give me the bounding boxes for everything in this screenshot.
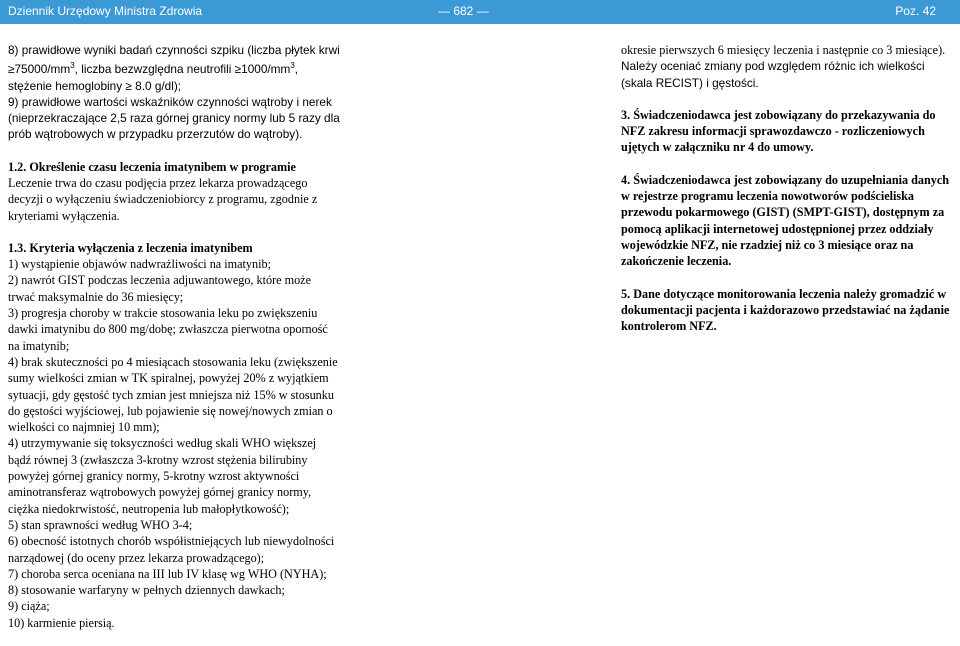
exclusion-criterion: 4) brak skuteczności po 4 miesiącach stosowania leku (zwiększenie sumy wielkości zmian w TK spiralnej, powyżej 20% z wyjątkiem sytuacji, gdy gęstość tych zmian jest mniejsza niż 15% w stosunku do gęstości wyjściowej, lub pojawienie się nowej/nowych zmian o wielkości co najmniej 10 mm); xyxy=(8,354,338,435)
exclusion-criterion: 8) stosowanie warfaryny w pełnych dziennych dawkach; xyxy=(8,583,285,598)
exclusion-criterion: 5) stan sprawności według WHO 3-4; xyxy=(8,517,193,532)
section-1-3-heading: 1.3. Kryteria wyłączenia z leczenia imatynibem xyxy=(8,240,253,255)
exclusion-criterion: 6) obecność istotnych chorób współistniejących lub niewydolności narządowej (do oceny przez lekarza prowadzącego); xyxy=(8,534,335,565)
right-column xyxy=(621,42,958,334)
point-3: 3. Świadczeniodawca jest zobowiązany do przekazywania do NFZ zakresu informacji sprawozdawczo - rozliczeniowych ujętych w załączniku nr 4 do umowy. xyxy=(621,107,936,155)
page-header xyxy=(0,0,960,24)
point-5: 5. Dane dotyczące monitorowania leczenia należy gromadzić w dokumentacji pacjenta i każdorazowo przedstawiać na żądanie kontrolerom NFZ. xyxy=(621,286,950,334)
exclusion-criterion: 7) choroba serca oceniana na III lub IV klasę wg WHO (NYHA); xyxy=(8,566,327,581)
exclusion-criterion: 3) progresja choroby w trakcie stosowania leku po zwiększeniu dawki imatynibu do 800 mg/dobę; zwłaszcza pierwotna oporność na imatynib; xyxy=(8,306,328,353)
exclusion-criterion: 2) nawrót GIST podczas leczenia adjuwantowego, które może trwać maksymalnie do 36 miesięcy; xyxy=(8,273,311,304)
exclusion-criterion: 10) karmienie piersią. xyxy=(8,615,115,630)
recist-note: Należy oceniać zmiany pod względem różnic ich wielkości (skala RECIST) i gęstości. xyxy=(621,59,925,90)
left-column xyxy=(8,42,340,631)
criterion-item-9: 9) prawidłowe wartości wskaźników czynności wątroby i nerek (nieprzekraczające 2,5 raza górnej granicy normy lub 5 razy dla prób wątrobowych w przypadku przerzutów do wątroby). xyxy=(8,94,340,142)
page-number: — 682 — xyxy=(438,4,489,18)
exclusion-criterion: 9) ciąża; xyxy=(8,599,50,614)
journal-title: Dziennik Urzędowy Ministra Zdrowia xyxy=(8,4,203,18)
section-1-2-body: Leczenie trwa do czasu podjęcia przez lekarza prowadzącego decyzji o wyłączeniu świadczeniobiorcy z programu, zgodnie z kryteriami wyłączenia. xyxy=(8,176,318,223)
exclusion-criterion: 1) wystąpienie objawów nadwrażliwości na imatynib; xyxy=(8,257,271,272)
criterion-item-8: 8) prawidłowe wyniki badań czynności szpiku (liczba płytek krwi $\ge 75000/mm^3$, liczba bezwzględna neutrofili $\ge 1000/mm^3$, stężenie hemoglobiny ≥ 8.0 g/dl); xyxy=(8,43,340,93)
continued-text: okresie pierwszych 6 miesięcy leczenia i następnie co 3 miesiące). xyxy=(621,43,946,57)
point-4: 4. Świadczeniodawca jest zobowiązany do uzupełniania danych w rejestrze programu leczenia nowotworów podścieliska przewodu pokarmowego (GIST) (SMPT-GIST), dostępnym za pomocą aplikacji internetowej udostępnionej przez oddziały wojewódzkie NFZ, nie rzadziej niż co 3 miesiące oraz na zakończenie leczenia. xyxy=(621,172,950,269)
position-number: Poz. 42 xyxy=(895,4,936,18)
exclusion-criterion: 4) utrzymywanie się toksyczności według skali WHO większej bądź równej 3 (zwłaszcza 3-krotny wzrost stężenia bilirubiny powyżej górnej granicy normy, 5-krotny wzrost aktywności aminotransferaz wątrobowych powyżej górnej granicy normy, ciężka niedokrwistość, neutropenia lub małopłytkowość); xyxy=(8,436,317,516)
section-1-2-heading: 1.2. Określenie czasu leczenia imatynibem w programie xyxy=(8,159,296,174)
